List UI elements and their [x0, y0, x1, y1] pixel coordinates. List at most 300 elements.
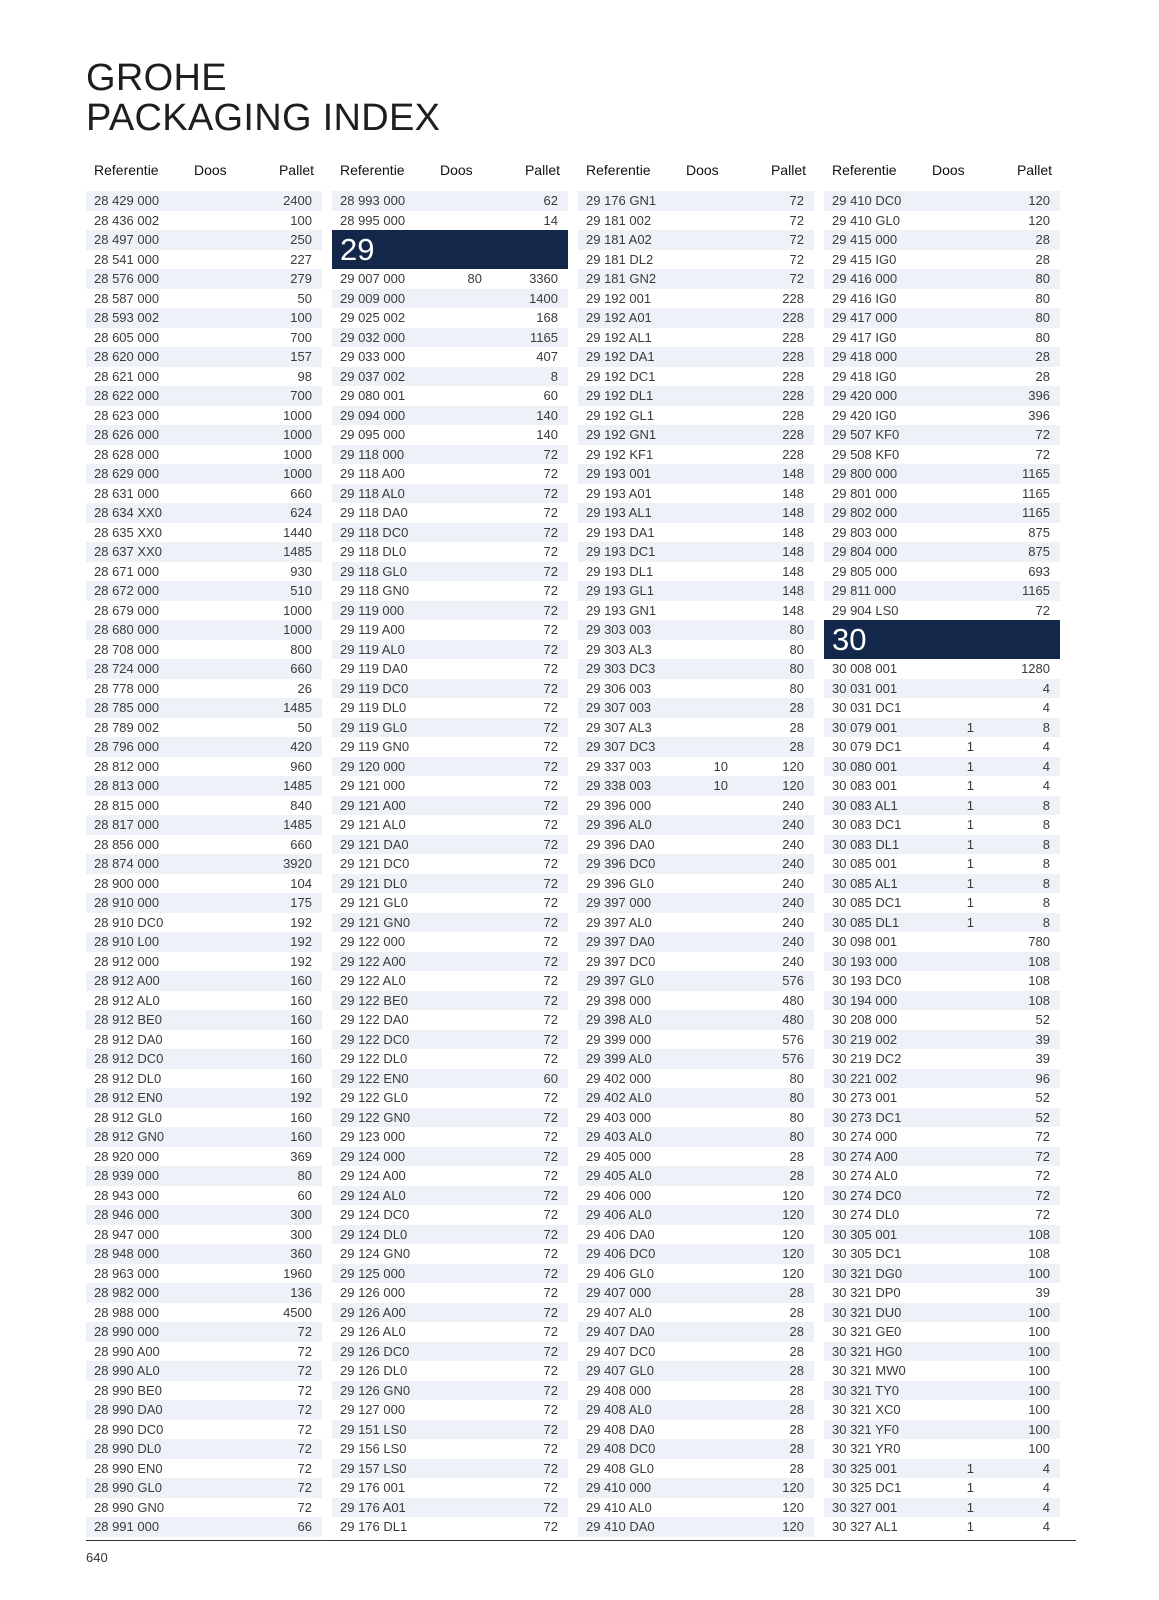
- cell-pallet: 4: [1042, 739, 1050, 755]
- cell-referentie: 29 033 000: [340, 349, 406, 365]
- table-row: [578, 913, 814, 933]
- cell-pallet: 250: [290, 232, 312, 248]
- table-row: [332, 913, 568, 933]
- table-column: [86, 157, 322, 1537]
- table-row: [86, 1283, 322, 1303]
- cell-pallet: 28: [789, 1363, 804, 1379]
- cell-referentie: 28 620 000: [94, 349, 160, 365]
- table-row: [332, 1439, 568, 1459]
- cell-referentie: 28 912 DA0: [94, 1031, 163, 1047]
- cell-pallet: 72: [543, 1402, 558, 1418]
- cell-referentie: 30 274 DL0: [832, 1207, 900, 1223]
- table-row: [332, 1049, 568, 1069]
- cell-referentie: 29 399 000: [586, 1031, 652, 1047]
- cell-pallet: 52: [1035, 1090, 1050, 1106]
- cell-pallet: 72: [543, 739, 558, 755]
- cell-pallet: 192: [290, 934, 312, 950]
- table-row: [824, 484, 1060, 504]
- table-row: [578, 367, 814, 387]
- table-row: [824, 971, 1060, 991]
- section-header: [332, 230, 568, 269]
- table-row: [86, 347, 322, 367]
- cell-referentie: 29 119 AL0: [340, 641, 405, 657]
- cell-doos: 1: [966, 739, 974, 755]
- cell-pallet: 228: [782, 310, 804, 326]
- cell-referentie: 29 407 DC0: [586, 1343, 656, 1359]
- table-row: [332, 581, 568, 601]
- cell-pallet: 72: [543, 485, 558, 501]
- cell-doos: 10: [713, 778, 728, 794]
- cell-referentie: 30 085 AL1: [832, 875, 898, 891]
- cell-pallet: 407: [536, 349, 558, 365]
- cell-referentie: 29 122 BE0: [340, 992, 408, 1008]
- cell-pallet: 240: [782, 914, 804, 930]
- cell-referentie: 29 800 000: [832, 466, 898, 482]
- section-header: [824, 620, 1060, 659]
- cell-pallet: 1000: [283, 466, 312, 482]
- cell-referentie: 30 321 XC0: [832, 1402, 901, 1418]
- table-row: [86, 406, 322, 426]
- cell-referentie: 29 397 GL0: [586, 973, 654, 989]
- table-row: [332, 815, 568, 835]
- cell-pallet: 875: [1028, 524, 1050, 540]
- table-row: [332, 1147, 568, 1167]
- cell-pallet: 240: [782, 875, 804, 891]
- cell-referentie: 29 156 LS0: [340, 1441, 407, 1457]
- cell-referentie: 29 415 000: [832, 232, 898, 248]
- table-row: [578, 1166, 814, 1186]
- cell-referentie: 29 192 GN1: [586, 427, 657, 443]
- cell-referentie: 28 778 000: [94, 680, 160, 696]
- cell-pallet: 72: [543, 1109, 558, 1125]
- cell-pallet: 120: [782, 1519, 804, 1535]
- cell-pallet: 72: [543, 446, 558, 462]
- cell-referentie: 30 085 DL1: [832, 914, 900, 930]
- cell-referentie: 30 305 DC1: [832, 1246, 902, 1262]
- table-row: [86, 1400, 322, 1420]
- table-row: [86, 1205, 322, 1225]
- cell-pallet: 72: [543, 563, 558, 579]
- cell-pallet: 28: [1035, 232, 1050, 248]
- cell-referentie: 29 306 003: [586, 680, 652, 696]
- cell-referentie: 30 031 001: [832, 680, 898, 696]
- header-pallet: Pallet: [524, 162, 560, 178]
- cell-pallet: 1165: [1022, 466, 1050, 482]
- cell-referentie: 29 119 A00: [340, 622, 405, 638]
- cell-referentie: 29 151 LS0: [340, 1421, 407, 1437]
- cell-pallet: 72: [543, 1480, 558, 1496]
- table-row: [578, 269, 814, 289]
- table-row: [824, 952, 1060, 972]
- header-referentie: Referentie: [94, 162, 159, 178]
- cell-pallet: 28: [789, 1343, 804, 1359]
- cell-referentie: 28 724 000: [94, 661, 160, 677]
- cell-referentie: 29 122 EN0: [340, 1070, 409, 1086]
- cell-pallet: 300: [290, 1207, 312, 1223]
- table-row: [824, 1381, 1060, 1401]
- table-row: [578, 737, 814, 757]
- cell-pallet: 1485: [283, 817, 312, 833]
- cell-referentie: 29 406 AL0: [586, 1207, 652, 1223]
- table-row: [578, 1517, 814, 1537]
- cell-pallet: 28: [1035, 251, 1050, 267]
- cell-referentie: 29 124 A00: [340, 1168, 406, 1184]
- table-row: [86, 679, 322, 699]
- table-row: [578, 1478, 814, 1498]
- table-row: [578, 1049, 814, 1069]
- cell-referentie: 29 120 000: [340, 758, 406, 774]
- cell-doos: 1: [966, 875, 974, 891]
- cell-referentie: 28 990 DL0: [94, 1441, 162, 1457]
- cell-pallet: 72: [297, 1402, 312, 1418]
- table-row: [824, 835, 1060, 855]
- cell-pallet: 148: [782, 563, 804, 579]
- cell-referentie: 28 946 000: [94, 1207, 160, 1223]
- table-row: [578, 464, 814, 484]
- table-row: [86, 367, 322, 387]
- cell-pallet: 160: [290, 973, 312, 989]
- cell-referentie: 29 805 000: [832, 563, 898, 579]
- table-row: [332, 425, 568, 445]
- table-row: [332, 893, 568, 913]
- cell-referentie: 30 085 DC1: [832, 895, 902, 911]
- table-row: [824, 913, 1060, 933]
- table-row: [86, 1225, 322, 1245]
- cell-pallet: 100: [1028, 1265, 1050, 1281]
- cell-pallet: 800: [290, 641, 312, 657]
- cell-referentie: 29 417 000: [832, 310, 898, 326]
- table-row: [332, 679, 568, 699]
- cell-pallet: 228: [782, 368, 804, 384]
- cell-referentie: 29 121 DL0: [340, 875, 408, 891]
- cell-pallet: 8: [1042, 875, 1050, 891]
- table-row: [578, 815, 814, 835]
- cell-pallet: 80: [1035, 310, 1050, 326]
- table-row: [332, 776, 568, 796]
- cell-referentie: 29 119 DL0: [340, 700, 407, 716]
- cell-referentie: 30 321 GE0: [832, 1324, 902, 1340]
- cell-referentie: 28 990 GL0: [94, 1480, 162, 1496]
- cell-pallet: 72: [543, 1441, 558, 1457]
- cell-referentie: 29 801 000: [832, 485, 898, 501]
- cell-pallet: 72: [543, 680, 558, 696]
- cell-referentie: 28 637 XX0: [94, 544, 162, 560]
- cell-pallet: 480: [782, 992, 804, 1008]
- table-row: [86, 562, 322, 582]
- cell-referentie: 30 208 000: [832, 1012, 898, 1028]
- cell-pallet: 840: [290, 797, 312, 813]
- cell-referentie: 30 085 001: [832, 856, 898, 872]
- header-referentie: Referentie: [340, 162, 405, 178]
- cell-referentie: 29 121 DC0: [340, 856, 410, 872]
- table-row: [86, 718, 322, 738]
- cell-pallet: 100: [290, 212, 312, 228]
- cell-pallet: 72: [543, 622, 558, 638]
- cell-referentie: 29 420 IG0: [832, 407, 897, 423]
- table-row: [86, 328, 322, 348]
- cell-pallet: 780: [1028, 934, 1050, 950]
- table-row: [578, 1361, 814, 1381]
- table-row: [824, 1166, 1060, 1186]
- table-row: [578, 1498, 814, 1518]
- table-row: [578, 1108, 814, 1128]
- cell-referentie: 29 420 000: [832, 388, 898, 404]
- table-row: [332, 1381, 568, 1401]
- cell-referentie: 28 605 000: [94, 329, 160, 345]
- header-doos: Doos: [440, 162, 473, 178]
- cell-pallet: 160: [290, 1129, 312, 1145]
- cell-referentie: 28 943 000: [94, 1187, 160, 1203]
- cell-pallet: 8: [1042, 895, 1050, 911]
- cell-pallet: 72: [297, 1499, 312, 1515]
- table-row: [86, 1088, 322, 1108]
- table-row: [824, 1400, 1060, 1420]
- cell-referentie: 28 576 000: [94, 271, 160, 287]
- cell-referentie: 28 912 DL0: [94, 1070, 162, 1086]
- table-row: [824, 250, 1060, 270]
- table-row: [332, 601, 568, 621]
- table-row: [578, 1381, 814, 1401]
- cell-referentie: 29 122 GN0: [340, 1109, 411, 1125]
- table-row: [86, 1439, 322, 1459]
- table-row: [332, 1264, 568, 1284]
- table-row: [578, 718, 814, 738]
- cell-pallet: 240: [782, 895, 804, 911]
- cell-referentie: 29 192 KF1: [586, 446, 654, 462]
- cell-pallet: 160: [290, 1012, 312, 1028]
- cell-pallet: 693: [1028, 563, 1050, 579]
- table-row: [86, 913, 322, 933]
- cell-pallet: 108: [1028, 953, 1050, 969]
- cell-referentie: 29 402 AL0: [586, 1090, 652, 1106]
- cell-referentie: 29 119 DA0: [340, 661, 408, 677]
- cell-referentie: 29 119 GN0: [340, 739, 410, 755]
- table-row: [86, 1361, 322, 1381]
- cell-referentie: 29 181 GN2: [586, 271, 657, 287]
- cell-pallet: 72: [543, 856, 558, 872]
- table-row: [578, 952, 814, 972]
- cell-referentie: 28 990 000: [94, 1324, 160, 1340]
- cell-pallet: 160: [290, 1051, 312, 1067]
- column-header: [824, 157, 1060, 183]
- cell-referentie: 30 083 DC1: [832, 817, 902, 833]
- cell-pallet: 108: [1028, 973, 1050, 989]
- table-row: [86, 1322, 322, 1342]
- cell-pallet: 396: [1028, 388, 1050, 404]
- table-row: [578, 1322, 814, 1342]
- cell-referentie: 28 912 GL0: [94, 1109, 162, 1125]
- cell-referentie: 28 990 EN0: [94, 1460, 163, 1476]
- cell-pallet: 4: [1042, 1519, 1050, 1535]
- cell-referentie: 29 007 000: [340, 271, 406, 287]
- cell-referentie: 29 118 DC0: [340, 524, 409, 540]
- table-row: [824, 1069, 1060, 1089]
- table-row: [332, 1459, 568, 1479]
- cell-referentie: 29 396 GL0: [586, 875, 654, 891]
- table-row: [332, 1030, 568, 1050]
- table-row: [332, 718, 568, 738]
- cell-pallet: 72: [1035, 1207, 1050, 1223]
- table-row: [86, 211, 322, 231]
- cell-referentie: 28 939 000: [94, 1168, 160, 1184]
- cell-referentie: 29 121 AL0: [340, 817, 406, 833]
- cell-pallet: 240: [782, 934, 804, 950]
- cell-pallet: 72: [1035, 1148, 1050, 1164]
- table-row: [86, 523, 322, 543]
- cell-pallet: 72: [297, 1421, 312, 1437]
- cell-pallet: 72: [789, 193, 804, 209]
- cell-referentie: 28 874 000: [94, 856, 160, 872]
- cell-referentie: 29 407 AL0: [586, 1304, 652, 1320]
- table-row: [86, 308, 322, 328]
- cell-pallet: 228: [782, 427, 804, 443]
- table-row: [824, 601, 1060, 621]
- cell-referentie: 28 708 000: [94, 641, 160, 657]
- table-row: [578, 328, 814, 348]
- cell-referentie: 29 176 001: [340, 1480, 406, 1496]
- cell-referentie: 29 032 000: [340, 329, 406, 345]
- table-row: [824, 1127, 1060, 1147]
- cell-pallet: 300: [290, 1226, 312, 1242]
- cell-referentie: 29 803 000: [832, 524, 898, 540]
- cell-doos: 1: [966, 758, 974, 774]
- table-row: [578, 971, 814, 991]
- header-pallet: Pallet: [1016, 162, 1052, 178]
- cell-pallet: 576: [782, 1031, 804, 1047]
- table-row: [578, 1342, 814, 1362]
- cell-pallet: 28: [789, 1304, 804, 1320]
- column-header: [578, 157, 814, 183]
- section-number: 29: [340, 231, 375, 267]
- cell-referentie: 30 221 002: [832, 1070, 898, 1086]
- cell-referentie: 29 193 DC1: [586, 544, 656, 560]
- cell-referentie: 29 181 002: [586, 212, 652, 228]
- table-row: [86, 1244, 322, 1264]
- table-row: [332, 640, 568, 660]
- table-row: [824, 1342, 1060, 1362]
- cell-pallet: 120: [782, 1480, 804, 1496]
- cell-pallet: 72: [1035, 602, 1050, 618]
- table-row: [578, 1420, 814, 1440]
- table-row: [332, 1478, 568, 1498]
- table-row: [578, 874, 814, 894]
- cell-pallet: 1485: [283, 700, 312, 716]
- cell-referentie: 28 990 DA0: [94, 1402, 163, 1418]
- table-row: [332, 523, 568, 543]
- table-row: [578, 776, 814, 796]
- cell-referentie: 29 192 AL1: [586, 329, 652, 345]
- cell-referentie: 29 410 DA0: [586, 1519, 655, 1535]
- column-header: [332, 157, 568, 183]
- table-row: [332, 991, 568, 1011]
- table-row: [578, 991, 814, 1011]
- cell-referentie: 29 405 AL0: [586, 1168, 652, 1184]
- table-row: [86, 581, 322, 601]
- cell-pallet: 160: [290, 992, 312, 1008]
- table-row: [86, 932, 322, 952]
- cell-pallet: 120: [1028, 212, 1050, 228]
- cell-pallet: 8: [1042, 797, 1050, 813]
- cell-referentie: 28 995 000: [340, 212, 406, 228]
- cell-referentie: 28 813 000: [94, 778, 160, 794]
- cell-pallet: 72: [543, 1499, 558, 1515]
- cell-pallet: 140: [536, 427, 558, 443]
- cell-referentie: 29 193 A01: [586, 485, 652, 501]
- cell-pallet: 875: [1028, 544, 1050, 560]
- table-row: [332, 269, 568, 289]
- cell-pallet: 8: [550, 368, 558, 384]
- table-row: [332, 757, 568, 777]
- table-row: [86, 425, 322, 445]
- cell-pallet: 14: [543, 212, 558, 228]
- table-row: [332, 1108, 568, 1128]
- packaging-table: [86, 157, 1076, 1537]
- table-row: [578, 1439, 814, 1459]
- cell-doos: 1: [966, 797, 974, 813]
- cell-pallet: 39: [1035, 1051, 1050, 1067]
- cell-pallet: 72: [297, 1343, 312, 1359]
- table-row: [332, 406, 568, 426]
- cell-pallet: 157: [290, 349, 312, 365]
- table-column: [824, 157, 1060, 1537]
- table-row: [86, 991, 322, 1011]
- table-row: [86, 269, 322, 289]
- table-row: [578, 1069, 814, 1089]
- cell-referentie: 28 631 000: [94, 485, 160, 501]
- cell-pallet: 72: [543, 505, 558, 521]
- table-row: [824, 425, 1060, 445]
- table-row: [824, 1010, 1060, 1030]
- cell-pallet: 52: [1035, 1109, 1050, 1125]
- cell-doos: 1: [966, 836, 974, 852]
- cell-referentie: 29 406 000: [586, 1187, 652, 1203]
- cell-pallet: 28: [789, 1441, 804, 1457]
- cell-referentie: 30 273 DC1: [832, 1109, 902, 1125]
- table-row: [578, 542, 814, 562]
- table-row: [824, 1049, 1060, 1069]
- table-row: [86, 1498, 322, 1518]
- cell-referentie: 28 622 000: [94, 388, 160, 404]
- cell-pallet: 3360: [529, 271, 558, 287]
- cell-referentie: 28 817 000: [94, 817, 160, 833]
- cell-pallet: 72: [543, 1265, 558, 1281]
- table-row: [332, 1225, 568, 1245]
- table-row: [578, 1088, 814, 1108]
- cell-referentie: 30 321 MW0: [832, 1363, 906, 1379]
- footer-rule: [86, 1540, 1076, 1541]
- table-row: [86, 1127, 322, 1147]
- cell-pallet: 100: [1028, 1363, 1050, 1379]
- table-row: [86, 386, 322, 406]
- cell-pallet: 72: [543, 641, 558, 657]
- table-row: [824, 796, 1060, 816]
- table-row: [824, 991, 1060, 1011]
- cell-pallet: 72: [543, 1246, 558, 1262]
- cell-pallet: 4: [1042, 758, 1050, 774]
- cell-pallet: 240: [782, 817, 804, 833]
- table-row: [824, 542, 1060, 562]
- cell-pallet: 700: [290, 329, 312, 345]
- cell-referentie: 28 634 XX0: [94, 505, 162, 521]
- cell-referentie: 29 396 DC0: [586, 856, 656, 872]
- cell-referentie: 29 406 DC0: [586, 1246, 656, 1262]
- table-row: [578, 289, 814, 309]
- table-row: [332, 562, 568, 582]
- table-row: [332, 1361, 568, 1381]
- cell-pallet: 4: [1042, 680, 1050, 696]
- table-row: [824, 503, 1060, 523]
- table-row: [332, 1205, 568, 1225]
